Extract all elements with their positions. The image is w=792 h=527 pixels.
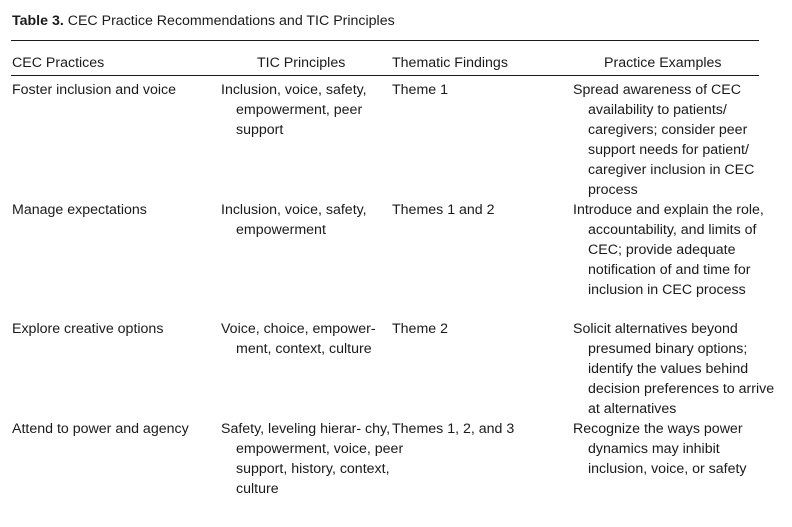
table-caption (12, 13, 395, 29)
table-caption-text: CEC Practice Recommendations and TIC Principles (63, 13, 395, 29)
cell-practice: Attend to power and agency (12, 421, 189, 437)
cell-principles: Safety, leveling hierar- chy, empowerment, voice, peer support, history, context, culture (221, 421, 404, 497)
cell-findings: Themes 1, 2, and 3 (392, 421, 515, 437)
cell-findings: Theme 1 (392, 82, 448, 98)
cell-examples: Spread awareness of CEC availability to patients/ caregivers; consider peer support needs for patient/ caregiver inclusion in CEC process (573, 82, 755, 198)
header-rule (11, 75, 759, 76)
cell-practice: Foster inclusion and voice (12, 82, 177, 98)
header-tic-principles: TIC Principles (257, 55, 346, 71)
header-practice-examples: Practice Examples (604, 55, 722, 71)
cell-examples: Recognize the ways power dynamics may inhibit inclusion, voice, or safety (573, 421, 747, 477)
cell-findings: Themes 1 and 2 (392, 202, 495, 218)
cell-practice: Explore creative options (12, 321, 164, 337)
header-cec-practices: CEC Practices (12, 55, 105, 71)
table-caption-label: Table 3. (12, 13, 64, 29)
cell-examples: Solicit alternatives beyond presumed binary options; identify the values behind decision preferences to arrive at alternatives (573, 321, 775, 417)
cell-principles: Inclusion, voice, safety, empowerment, peer support (221, 82, 367, 138)
cell-practice: Manage expectations (12, 202, 147, 218)
cell-examples: Introduce and explain the role, accountability, and limits of CEC; provide adequate notification of and time for inclusion in CEC process (573, 202, 764, 298)
cell-principles: Inclusion, voice, safety, empowerment (221, 202, 367, 238)
header-thematic-findings: Thematic Findings (392, 55, 508, 71)
cell-principles: Voice, choice, empower- ment, context, culture (221, 321, 376, 357)
top-rule (11, 40, 759, 41)
cell-findings: Theme 2 (392, 321, 448, 337)
